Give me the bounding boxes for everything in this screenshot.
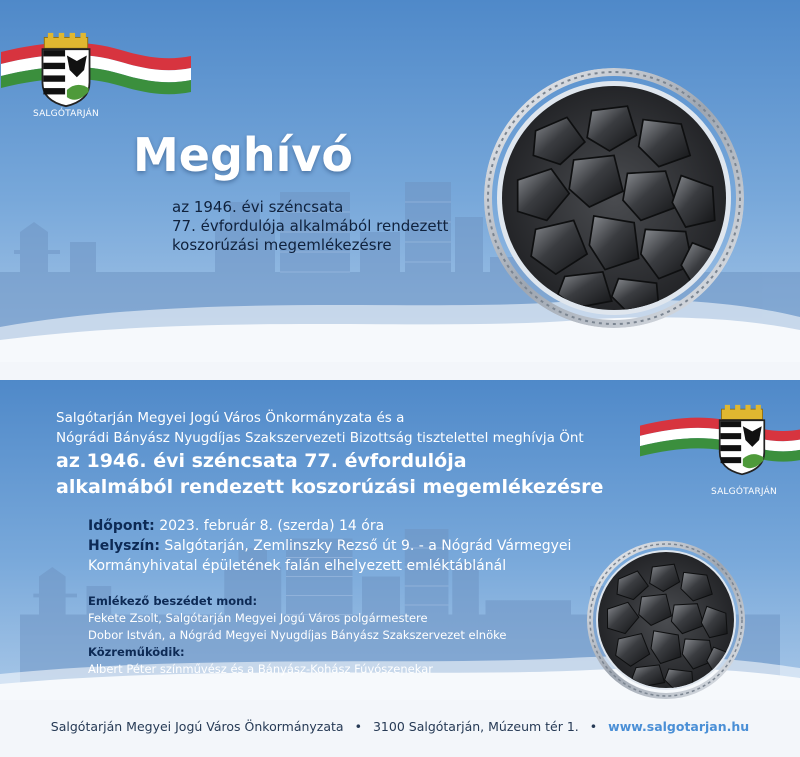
website-link[interactable]: www.salgotarjan.hu [608, 718, 750, 734]
event-headline-1: az 1946. évi széncsata 77. évfordulója [56, 450, 467, 472]
footer [0, 704, 800, 748]
footer-address: 3100 Salgótarján, Múzeum tér 1. [372, 718, 579, 734]
invitation-cover [0, 0, 800, 362]
time-value: 2023. február 8. (szerda) 14 óra [154, 518, 385, 534]
subtitle-line-2: 77. évfordulója alkalmából rendezett [172, 217, 449, 235]
coat-of-arms-icon [716, 404, 768, 476]
contributors-heading: Közreműködik: [88, 645, 185, 659]
coal-photo [484, 68, 744, 328]
footer-separator: • [589, 718, 598, 734]
footer-separator: • [354, 718, 362, 734]
subtitle-line-3: koszorúzási megemlékezésre [172, 236, 392, 254]
event-headline-2: alkalmából rendezett koszorúzási megemlékezésre [56, 476, 604, 498]
subtitle-line-1: az 1946. évi széncsata [172, 198, 344, 216]
coat-of-arms-icon [38, 32, 94, 108]
page-title: Meghívó [133, 128, 354, 182]
speech-heading: Emlékező beszédet mond: [88, 594, 258, 608]
host-line-2: Nógrádi Bányász Nyugdíjas Szakszervezeti Bizottság tisztelettel meghívja Önt [56, 430, 584, 446]
host-line-1: Salgótarján Megyei Jogú Város Önkormányzata és a [56, 410, 405, 426]
place-value: Salgótarján, Zemlinszky Rezső út 9. - a Nógrád Vármegyei [159, 538, 572, 554]
coal-photo [586, 540, 746, 700]
city-brand-label: SALGÓTARJÁN [33, 109, 99, 119]
event-place-line-2: Kormányhivatal épületének falán elhelyezett emléktáblánál [88, 558, 507, 574]
time-label: Időpont: [88, 518, 155, 534]
speaker-2: Dobor István, a Nógrád Megyei Nyugdíjas Bányász Szakszervezet elnöke [88, 628, 507, 642]
hungarian-flag-icon [0, 42, 192, 98]
city-brand-label: SALGÓTARJÁN [711, 487, 777, 497]
contributors-text: Albert Péter színművész és a Bányász-Kohász Fúvószenekar [88, 662, 433, 676]
event-time [88, 518, 384, 534]
event-place [88, 538, 571, 554]
footer-org: Salgótarján Megyei Jogú Város Önkormányzata [50, 718, 344, 734]
invitation-details [0, 380, 800, 700]
place-label: Helyszín: [88, 538, 160, 554]
speaker-1: Fekete Zsolt, Salgótarján Megyei Jogú Város polgármestere [88, 611, 428, 625]
